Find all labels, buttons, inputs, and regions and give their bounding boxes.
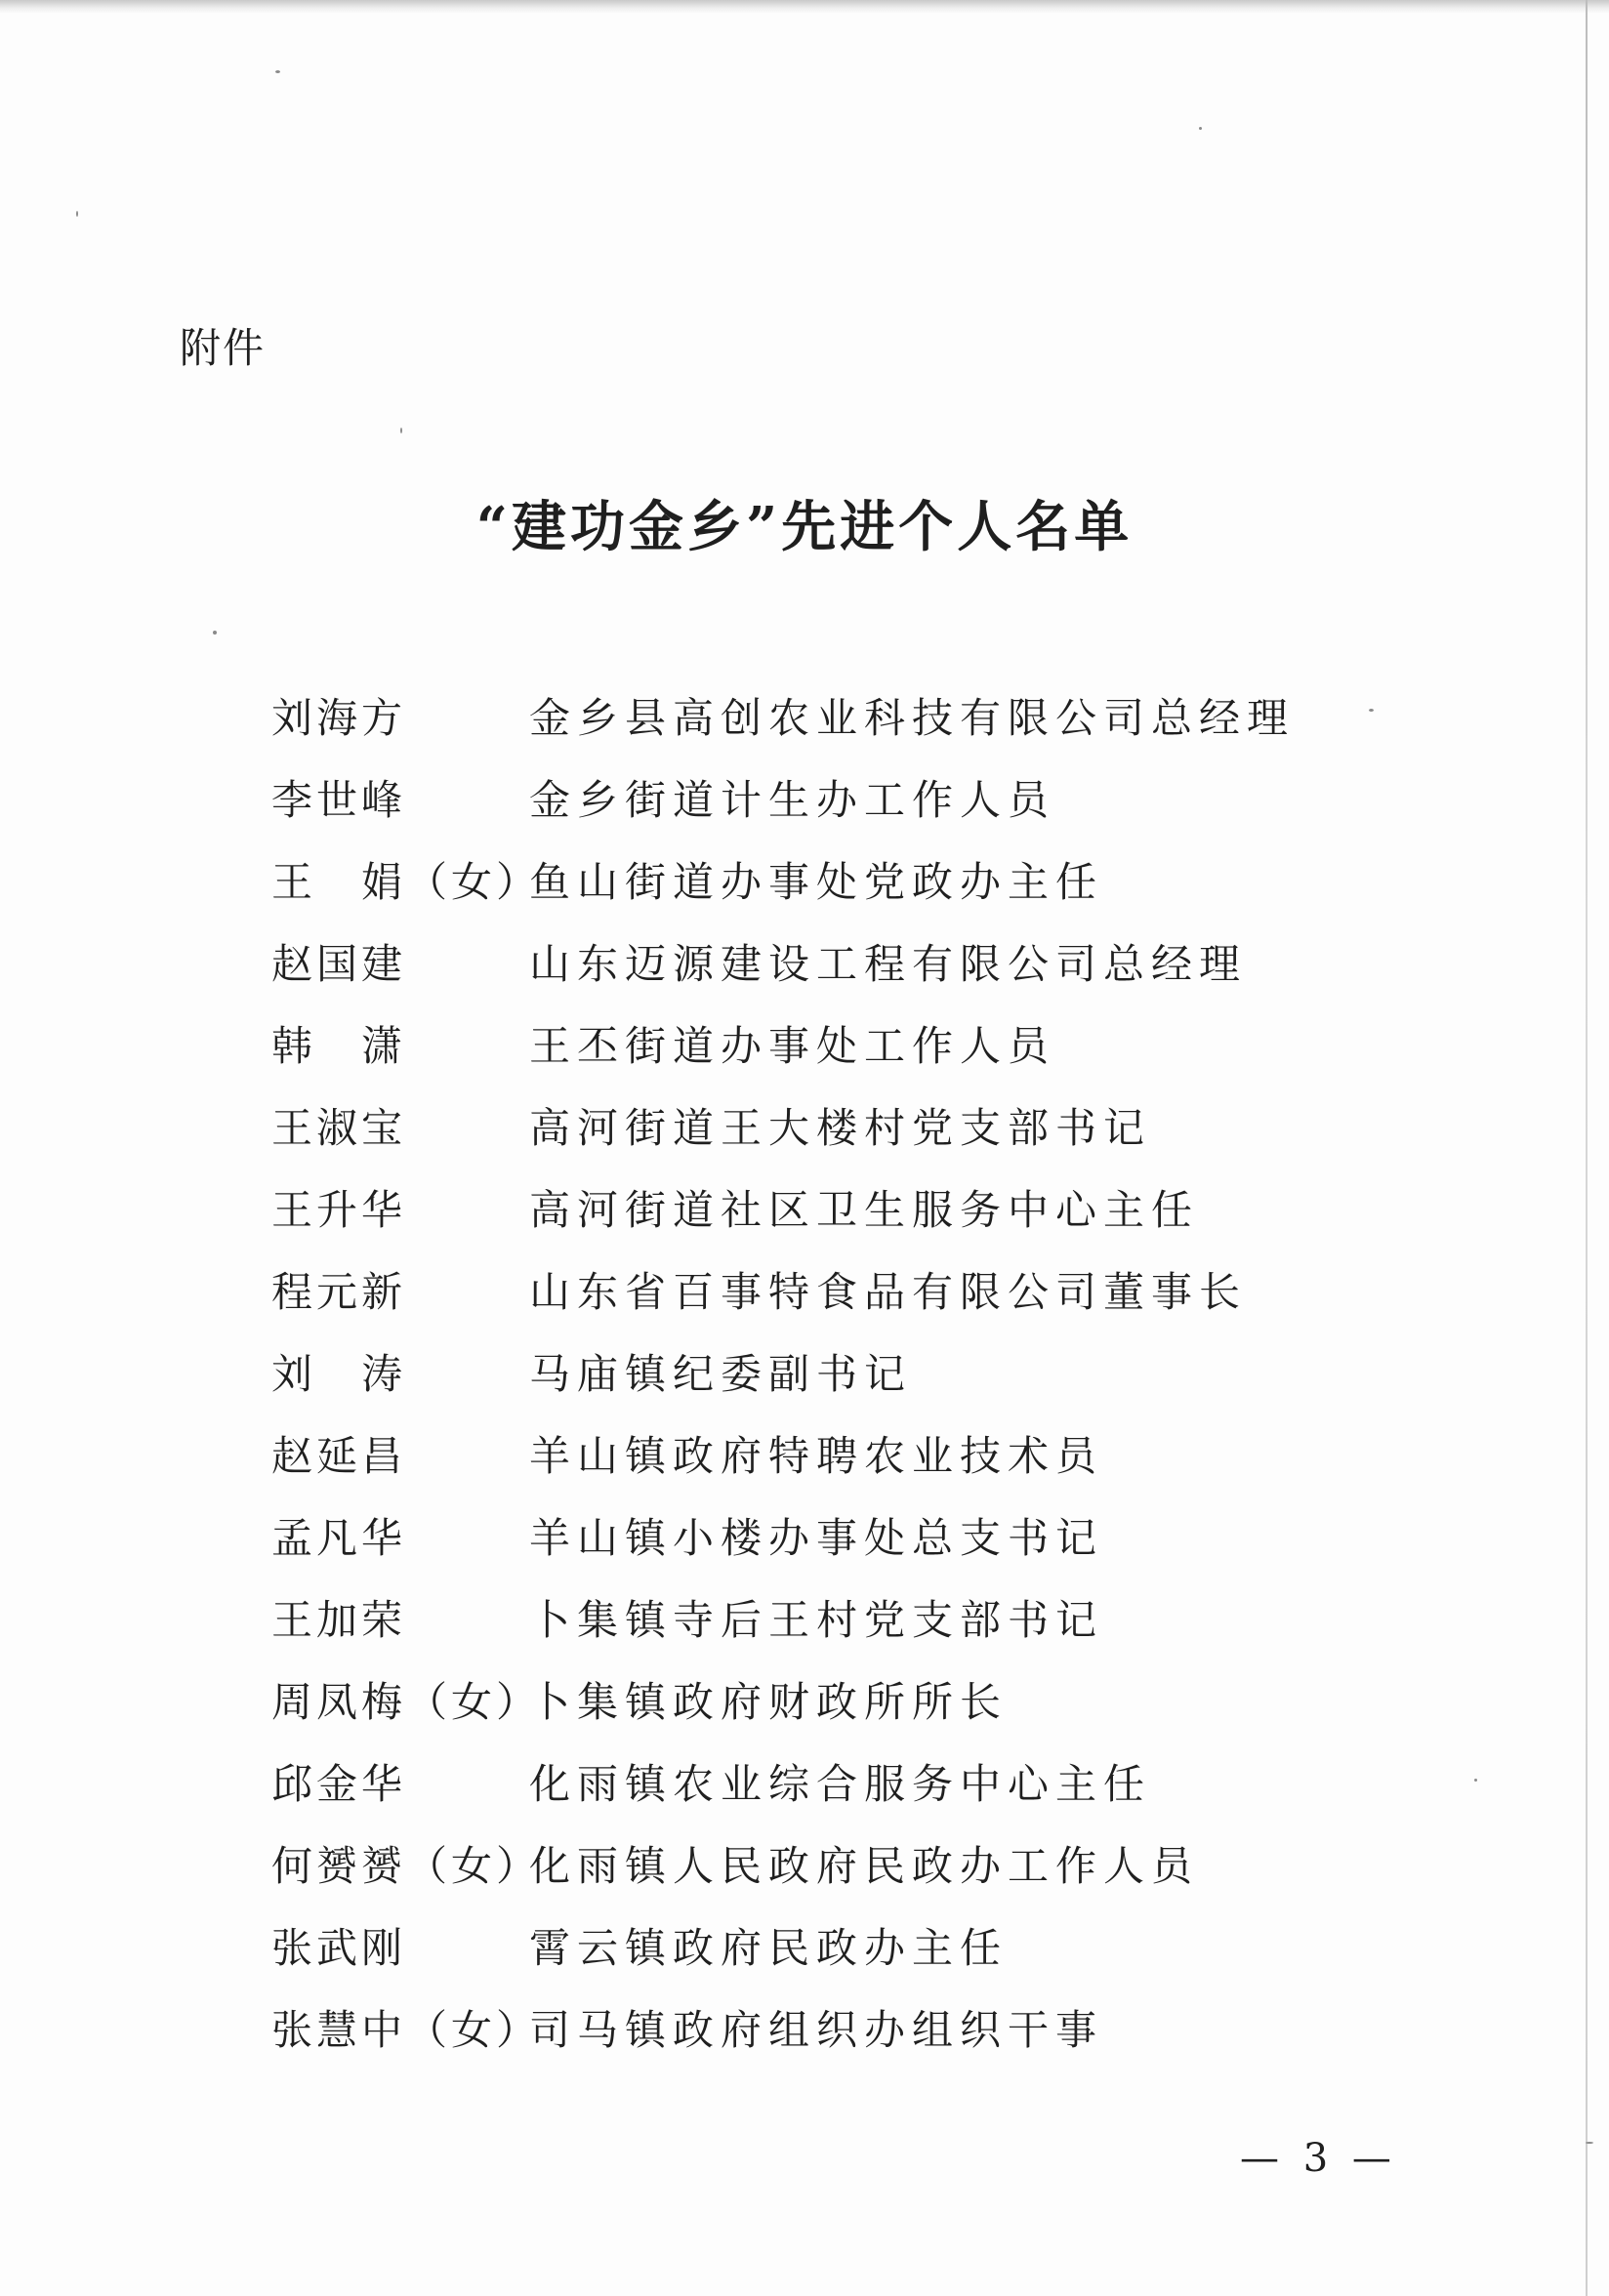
list-item (271, 1579, 1541, 1661)
person-position: 王丕街道办事处工作人员 (529, 1022, 1056, 1070)
person-name: 赵国建 (271, 940, 407, 988)
person-name: 张武刚 (271, 1924, 407, 1972)
person-position: 羊山镇政府特聘农业技术员 (529, 1432, 1104, 1480)
person-name: 何赟赟（女） (271, 1842, 542, 1890)
person-position: 山东迈源建设工程有限公司总经理 (529, 940, 1248, 988)
attachment-label: 附件 (180, 324, 267, 372)
person-position: 高河街道王大楼村党支部书记 (529, 1104, 1152, 1152)
person-position: 霄云镇政府民政办主任 (529, 1924, 1009, 1972)
document-title: “建功金乡”先进个人名单 (475, 495, 1134, 559)
person-name: 韩 潇 (271, 1022, 407, 1070)
person-position: 鱼山街道办事处党政办主任 (529, 858, 1104, 906)
person-name: 邱金华 (271, 1760, 407, 1808)
list-item (271, 841, 1541, 923)
person-name: 张慧中（女） (271, 2006, 542, 2054)
person-position: 卜集镇寺后王村党支部书记 (529, 1596, 1104, 1644)
list-item (271, 1825, 1541, 1907)
person-position: 卜集镇政府财政所所长 (529, 1678, 1009, 1726)
person-name: 程元新 (271, 1268, 407, 1316)
person-position: 司马镇政府组织办组织干事 (529, 2006, 1104, 2054)
person-name: 王 娟（女） (271, 858, 542, 906)
advanced-individuals-list (271, 677, 1541, 2071)
scan-speck (400, 428, 402, 433)
person-name: 刘 涛 (271, 1350, 407, 1398)
person-position: 高河街道社区卫生服务中心主任 (529, 1186, 1200, 1234)
person-name: 王加荣 (271, 1596, 407, 1644)
list-item (271, 1497, 1541, 1579)
page-number: — 3 — (1240, 2136, 1397, 2181)
list-item (271, 1251, 1541, 1333)
list-item (271, 1169, 1541, 1251)
person-position: 马庙镇纪委副书记 (529, 1350, 913, 1398)
scan-speck (1586, 2142, 1593, 2144)
person-name: 周凤梅（女） (271, 1678, 542, 1726)
list-item (271, 1415, 1541, 1497)
person-name: 李世峰 (271, 776, 407, 824)
scan-speck (213, 631, 217, 635)
scan-speck (76, 211, 78, 217)
list-item (271, 923, 1541, 1005)
scan-speck (1199, 127, 1202, 130)
list-item (271, 1989, 1541, 2071)
scan-right-edge (1586, 0, 1588, 2296)
person-name: 刘海方 (271, 694, 407, 742)
person-position: 化雨镇农业综合服务中心主任 (529, 1760, 1152, 1808)
person-name: 王淑宝 (271, 1104, 407, 1152)
person-position: 化雨镇人民政府民政办工作人员 (529, 1842, 1200, 1890)
list-item (271, 677, 1541, 759)
person-position: 金乡街道计生办工作人员 (529, 776, 1056, 824)
scan-top-edge (0, 0, 1609, 14)
list-item (271, 1087, 1541, 1169)
person-position: 羊山镇小楼办事处总支书记 (529, 1514, 1104, 1562)
list-item (271, 1907, 1541, 1989)
list-item (271, 1743, 1541, 1825)
list-item (271, 759, 1541, 841)
list-item (271, 1661, 1541, 1743)
person-name: 赵延昌 (271, 1432, 407, 1480)
person-name: 孟凡华 (271, 1514, 407, 1562)
person-position: 山东省百事特食品有限公司董事长 (529, 1268, 1248, 1316)
person-position: 金乡县高创农业科技有限公司总经理 (529, 694, 1296, 742)
person-name: 王升华 (271, 1186, 407, 1234)
scan-speck (275, 70, 280, 73)
list-item (271, 1005, 1541, 1087)
list-item (271, 1333, 1541, 1415)
